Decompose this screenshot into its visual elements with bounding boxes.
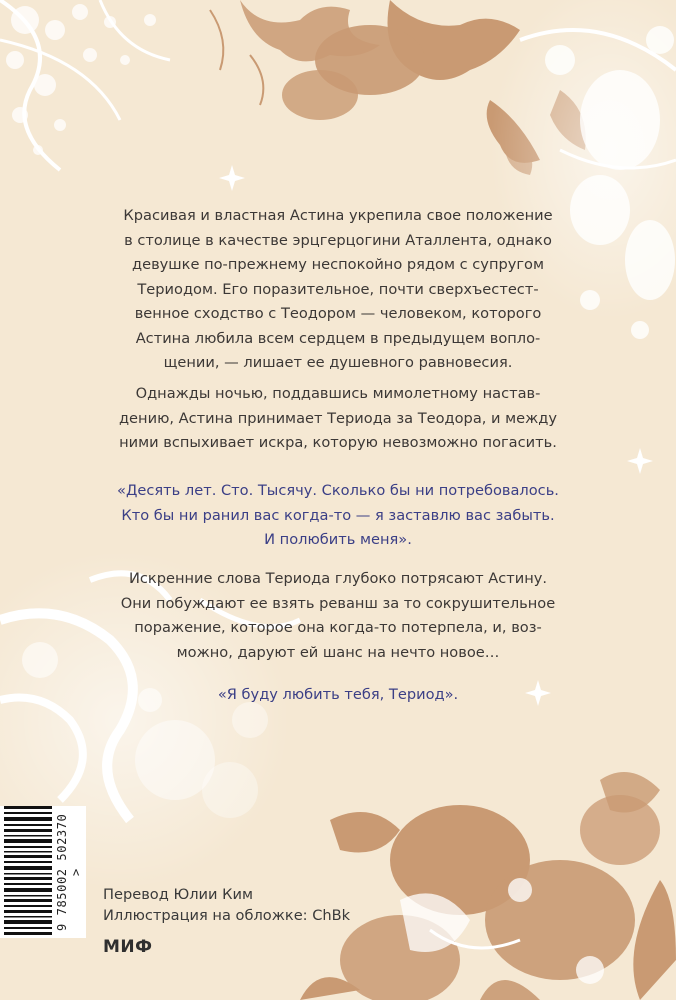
description-paragraph-2: [100, 382, 576, 456]
quote-line: «Десять лет. Сто. Тысячу. Сколько бы ни потребовалось.: [117, 482, 559, 499]
text-line: Астина любила всем сердцем в предыдущем вопло-: [135, 329, 541, 347]
flowers-bottom: [300, 772, 676, 1000]
quote-line: Кто бы ни ранил вас когда-то — я заставлю вас забыть.: [121, 506, 555, 524]
quote-2: [100, 683, 576, 708]
text-line: Териодом. Его поразительное, почти сверхъестест-: [137, 280, 539, 298]
quote-line: И полюбить меня».: [264, 531, 412, 548]
text-line: поражение, которое она когда-то потерпела, и, воз-: [134, 619, 542, 636]
illustrator-credit: Иллюстрация на обложке: ChBk: [103, 907, 351, 924]
text-line: дению, Астина принимает Териода за Теодора, и между: [118, 409, 558, 427]
text-line: щении, — лишает ее душевного равновесия.: [163, 354, 513, 371]
description-paragraph-3: [100, 567, 576, 665]
publisher-logo: МИФ: [103, 937, 153, 957]
text-line: ними вспыхивает искра, которую невозможно погасить.: [119, 434, 557, 451]
text-line: можно, даруют ей шанс на нечто новое…: [176, 643, 500, 661]
quote-line: «Я буду любить тебя, Териод».: [217, 686, 459, 703]
text-line: венное сходство с Теодором — человеком, которого: [134, 305, 542, 322]
text-line: девушке по-прежнему неспокойно рядом с супругом: [132, 256, 544, 273]
lace-top-left: [0, 0, 170, 170]
text-line: Красивая и властная Астина укрепила свое положение: [123, 207, 553, 224]
description-paragraph-1: [100, 204, 576, 376]
text-line: Искренние слова Териода глубоко потрясают Астину.: [128, 570, 548, 587]
text-line: в столице в качестве эрцгерцогини Аталлента, однако: [124, 231, 552, 249]
quote-1: [100, 479, 576, 553]
credits: [103, 884, 350, 926]
barcode-number: 9 785002 502370 >: [55, 813, 83, 931]
text-line: Они побуждают ее взять реванш за то сокрушительное: [120, 594, 556, 612]
translator-credit: Перевод Юлии Ким: [103, 886, 253, 903]
text-line: Однажды ночью, поддавшись мимолетному настав-: [135, 385, 541, 402]
